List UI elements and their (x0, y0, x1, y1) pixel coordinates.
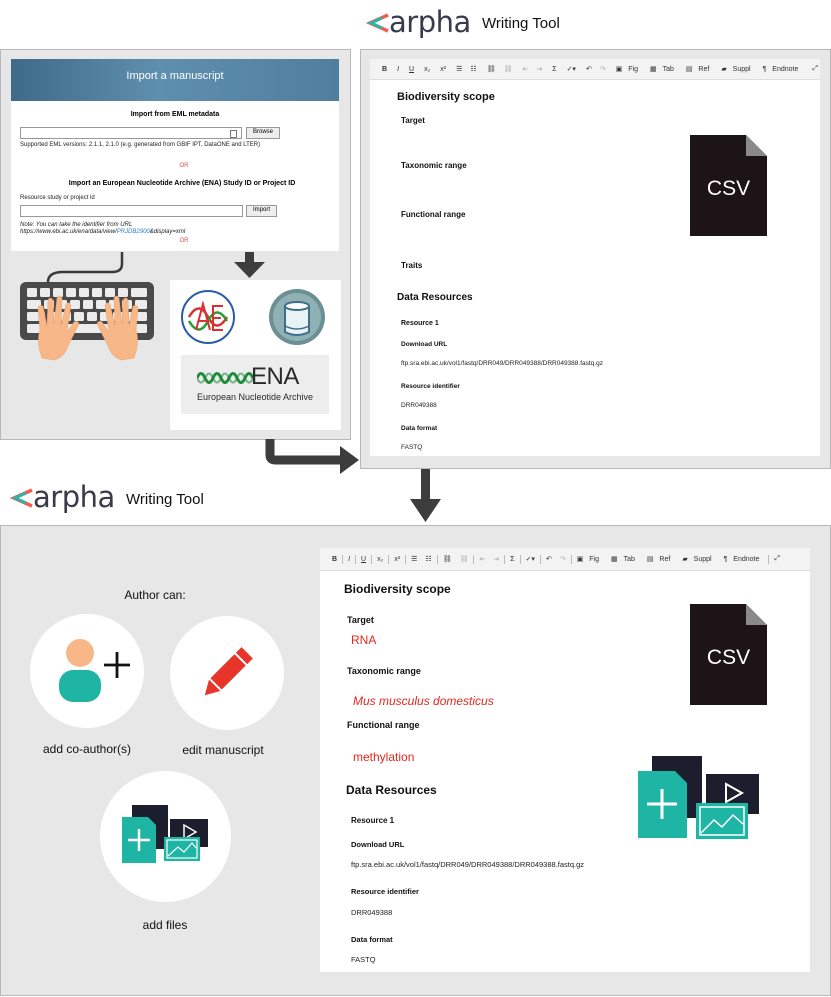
outdent-icon[interactable]: ⇤ (522, 66, 529, 73)
add-user-icon (57, 636, 133, 704)
bold-button[interactable]: B (332, 555, 338, 563)
toolbar-divider (371, 555, 372, 564)
spellcheck-icon[interactable]: ✓▾ (566, 66, 576, 73)
endnote-label: Endnote (733, 555, 760, 563)
toolbar-divider (355, 555, 356, 564)
toolbar-divider (405, 555, 406, 564)
subscript-button[interactable]: x₂ (377, 555, 384, 563)
note-url-prefix: https://www.ebi.ac.uk/ena/data/view/ (20, 229, 117, 235)
data-format-top: FASTQ (401, 444, 423, 451)
target-value-bottom[interactable]: RNA (351, 633, 377, 647)
eml-title: Import from EML metadata (130, 111, 220, 118)
insert-figure-button[interactable]: ▣ Fig (573, 555, 607, 563)
or-label-1: OR (179, 163, 189, 169)
toolbar-divider (473, 555, 474, 564)
ena-logo-name: ENA (251, 363, 299, 390)
keyboard-hands-icon (18, 250, 158, 365)
csv-file-icon-top (690, 135, 767, 236)
elbow-arrow (262, 439, 362, 475)
outdent-icon[interactable]: ⇤ (479, 556, 486, 563)
tab-label: Tab (623, 556, 635, 563)
spellcheck-icon[interactable]: ✓▾ (525, 556, 535, 563)
data-format-bottom: FASTQ (351, 955, 376, 964)
data-resources-title-top: Data Resources (397, 292, 473, 303)
eml-file-field[interactable] (20, 127, 242, 139)
top-logo (362, 6, 622, 40)
add-coauthor-caption: add co-author(s) (42, 742, 132, 756)
editor-toolbar-bottom (320, 548, 810, 571)
toolbar-divider (504, 555, 505, 564)
fullscreen-icon[interactable]: ⤢ (812, 65, 818, 72)
insert-endnote-button[interactable]: ¶ Endnote (759, 66, 807, 73)
attached-files-icon (638, 756, 759, 840)
resource1-label-bottom: Resource 1 (351, 816, 395, 825)
taxonomic-label-bottom: Taxonomic range (347, 666, 421, 676)
bullet-list-icon[interactable]: ☷ (470, 66, 477, 73)
insert-reference-button[interactable]: ▤ Ref (643, 555, 678, 563)
bold-button[interactable]: B (382, 65, 388, 73)
browse-button[interactable]: Browse (246, 127, 280, 139)
csv-file-icon-bottom (690, 604, 767, 705)
fig-label: Fig (628, 66, 638, 73)
resource-id-label-top: Resource identifier (401, 383, 460, 390)
bottom-logo (6, 481, 266, 515)
down-arrow-import (233, 252, 266, 279)
add-coauthor-circle[interactable] (30, 614, 144, 728)
resource-id-label-bottom: Resource identifier (351, 887, 419, 896)
data-format-label-bottom: Data format (351, 935, 393, 944)
csv-label-top: CSV (706, 177, 751, 200)
insert-suppl-button[interactable]: ▰ Suppl (717, 65, 758, 73)
logo-subtitle: Writing Tool (482, 15, 560, 32)
editor-top (370, 59, 820, 456)
import-button[interactable]: Import (246, 205, 277, 217)
sigma-icon[interactable]: Σ (510, 555, 515, 563)
sigma-icon[interactable]: Σ (552, 65, 557, 73)
ordered-list-icon[interactable]: ☰ (411, 556, 418, 563)
arpha-logo-icon (362, 13, 390, 33)
taxonomic-label-top: Taxonomic range (401, 161, 467, 170)
author-can-heading: Author can: (124, 588, 186, 602)
import-dialog-title: Import a manuscript (126, 70, 224, 82)
toolbar-divider (437, 555, 438, 564)
note-line-1: Note: You can take the identifier from URL (20, 222, 133, 228)
note-url-id[interactable]: PRJDB2900 (116, 229, 150, 235)
toolbar-divider (540, 555, 541, 564)
unlink-icon[interactable]: ⛓ (459, 556, 469, 563)
file-icon (230, 130, 237, 138)
logo-word: arpha (33, 480, 115, 514)
insert-suppl-button[interactable]: ▰ Suppl (678, 555, 719, 563)
database-logo-icon (268, 288, 326, 346)
undo-icon[interactable]: ↶ (585, 66, 592, 73)
import-dialog (11, 59, 339, 251)
add-files-icon (122, 805, 208, 865)
resource-id-top: DRR049388 (401, 402, 437, 409)
toolbar-divider (768, 555, 769, 564)
insert-table-button[interactable]: ▦ Tab (607, 555, 643, 563)
csv-label-bottom: CSV (706, 646, 751, 669)
data-resources-title-bottom: Data Resources (346, 783, 437, 797)
tab-label: Tab (662, 66, 674, 73)
indent-icon[interactable]: ⇥ (493, 556, 500, 563)
download-url-top: ftp.sra.ebi.ac.uk/vol1/fastq/DRR049/DRR049388/DRR049388.fastq.gz (401, 360, 603, 367)
insert-figure-button[interactable]: ▣ Fig (612, 65, 646, 73)
data-format-label-top: Data format (401, 425, 438, 432)
toolbar-divider (342, 555, 343, 564)
fig-label: Fig (589, 556, 599, 563)
toolbar-divider (571, 555, 572, 564)
italic-button[interactable]: I (348, 555, 351, 563)
logo-word: arpha (389, 5, 471, 39)
endnote-label: Endnote (772, 65, 799, 73)
editor-toolbar-top (370, 59, 820, 80)
insert-reference-button[interactable]: ▤ Ref (682, 65, 717, 73)
suppl-label: Suppl (732, 66, 751, 73)
down-arrow-middle (409, 469, 442, 523)
insert-table-button[interactable]: ▦ Tab (646, 65, 682, 73)
logo-subtitle: Writing Tool (126, 491, 204, 508)
resource1-label-top: Resource 1 (401, 320, 439, 327)
resource-id-label: Resource study or project id (20, 195, 95, 201)
download-url-bottom: ftp.sra.ebi.ac.uk/vol1/fastq/DRR049/DRR049388/DRR049388.fastq.gz (351, 860, 585, 869)
toolbar-divider (520, 555, 521, 564)
add-files-circle[interactable] (100, 771, 231, 902)
eml-versions-note: Supported EML versions: 2.1.1, 2.1.0 (e.g. generated from GBIF IPT, DataONE and LTER) (20, 142, 261, 148)
superscript-button[interactable]: x² (394, 555, 401, 563)
underline-button[interactable]: U (409, 65, 415, 73)
superscript-button[interactable]: x² (440, 65, 447, 73)
underline-button[interactable]: U (361, 555, 367, 563)
resource-id-bottom: DRR049388 (351, 908, 393, 917)
arrayexpress-logo-icon (179, 288, 237, 346)
download-url-label-top: Download URL (401, 341, 448, 348)
ena-logo-full: European Nucleotide Archive (196, 392, 314, 402)
target-label-bottom: Target (347, 615, 374, 625)
target-label-top: Target (401, 116, 425, 125)
fullscreen-icon[interactable]: ⤢ (774, 555, 780, 562)
subscript-button[interactable]: x₂ (424, 65, 431, 73)
edit-manuscript-caption: edit manuscript (182, 743, 264, 757)
toolbar-divider (388, 555, 389, 564)
pencil-icon (196, 644, 256, 704)
or-label-2: OR (179, 238, 189, 244)
undo-icon[interactable]: ↶ (545, 556, 552, 563)
arpha-logo-icon (6, 488, 34, 508)
suppl-label: Suppl (693, 556, 712, 563)
bullet-list-icon[interactable]: ☷ (425, 556, 432, 563)
functional-value-bottom[interactable]: methylation (353, 750, 415, 764)
ref-label: Ref (659, 556, 671, 563)
italic-button[interactable]: I (397, 65, 400, 73)
insert-endnote-button[interactable]: ¶ Endnote (720, 556, 768, 563)
scope-title-top: Biodiversity scope (397, 91, 495, 103)
functional-label-bottom: Functional range (347, 720, 420, 730)
functional-label-top: Functional range (401, 210, 466, 219)
taxonomic-value-bottom[interactable]: Mus musculus domesticus (353, 694, 494, 708)
add-files-caption: add files (142, 918, 188, 932)
redo-icon[interactable]: ↷ (559, 556, 566, 563)
redo-icon[interactable]: ↷ (599, 66, 606, 73)
ena-import-title: Import an European Nucleotide Archive (ENA) Study ID or Project ID (68, 180, 296, 187)
indent-icon[interactable]: ⇥ (536, 66, 543, 73)
note-line-2 (20, 229, 185, 236)
download-url-label-bottom: Download URL (351, 840, 405, 849)
link-icon[interactable]: ⛓ (442, 556, 452, 563)
ordered-list-icon[interactable]: ☰ (456, 66, 463, 73)
traits-label-top: Traits (401, 261, 423, 270)
note-url-suffix: &display=xml (149, 229, 186, 235)
scope-title-bottom: Biodiversity scope (344, 582, 451, 596)
ref-label: Ref (698, 66, 710, 73)
resource-id-input[interactable] (20, 205, 243, 217)
sources-box (170, 280, 341, 430)
ena-logo (181, 355, 329, 414)
edit-manuscript-circle[interactable] (170, 616, 284, 730)
unlink-icon[interactable]: ⛓ (503, 66, 513, 73)
ena-wave-icon (197, 369, 253, 387)
link-icon[interactable]: ⛓ (486, 66, 496, 73)
